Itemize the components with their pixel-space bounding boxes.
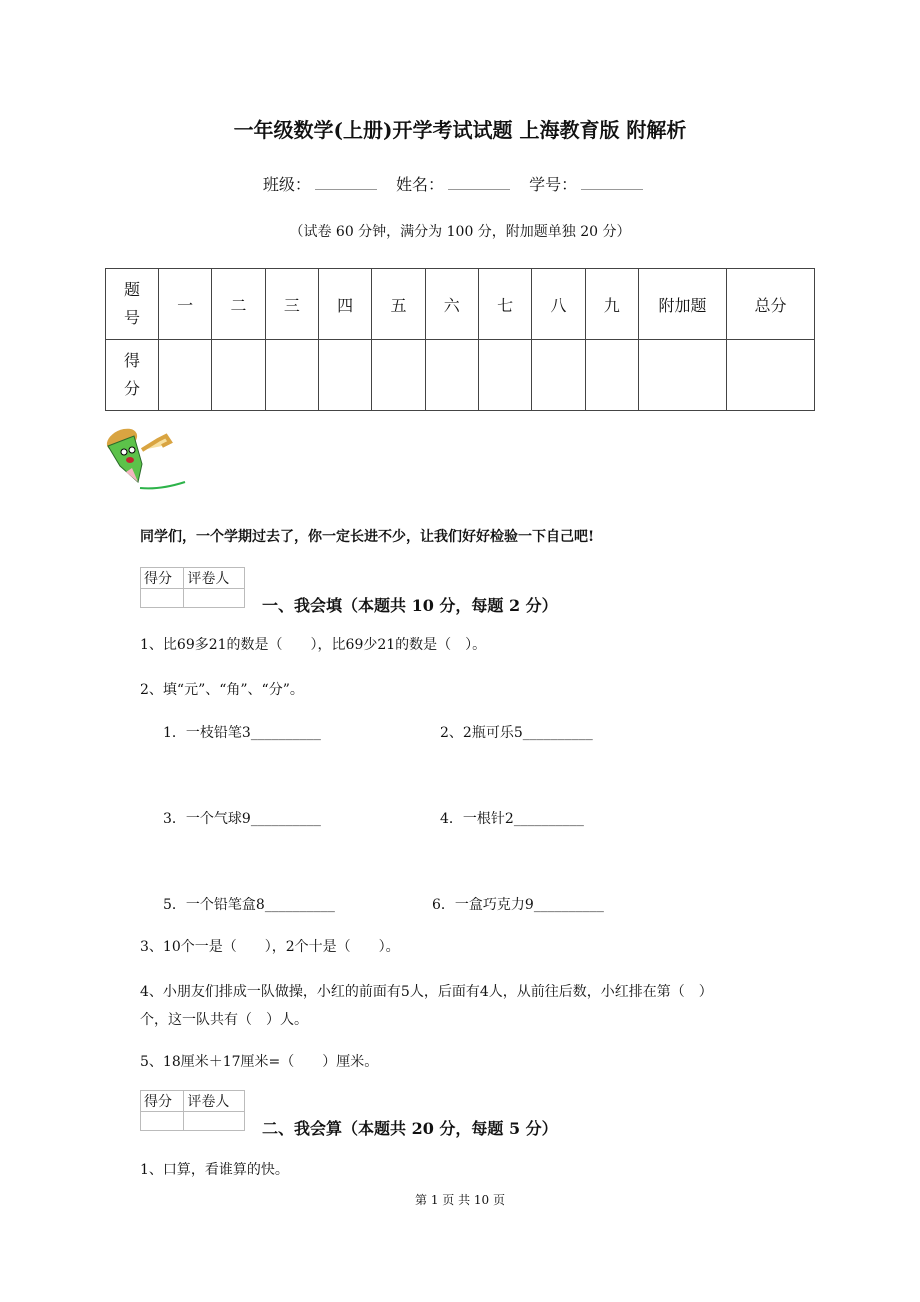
row-label-question <box>106 269 159 340</box>
student-info <box>0 172 920 195</box>
score-cell[interactable] <box>639 340 727 411</box>
score-cell[interactable] <box>532 340 585 411</box>
question-continued: 个，这一队共有（ ）人。 <box>140 1012 308 1028</box>
question: 3、10个一是（ ），2个十是（ ）。 <box>140 939 400 955</box>
score-cell[interactable] <box>318 340 371 411</box>
col-header: 九 <box>585 269 638 340</box>
question: 5、18厘米＋17厘米=（ ）厘米。 <box>140 1054 379 1070</box>
mini-grader-label: 评卷人 <box>184 568 245 589</box>
row-label-text: 得分 <box>124 351 141 398</box>
question: 2、填“元”、“角”、“分”。 <box>140 682 304 698</box>
mini-score-label: 得分 <box>141 1091 184 1112</box>
mini-grader-cell[interactable] <box>184 589 245 608</box>
score-cell[interactable] <box>585 340 638 411</box>
score-cell[interactable] <box>478 340 531 411</box>
section-heading: 二、我会算（本题共 20 分，每题 5 分） <box>262 1119 558 1138</box>
score-cell[interactable] <box>425 340 478 411</box>
col-header: 二 <box>212 269 265 340</box>
col-header: 五 <box>372 269 425 340</box>
section-heading: 一、我会填（本题共 10 分，每题 2 分） <box>262 596 558 615</box>
sub-question: 3．一个气球9__________ <box>163 811 321 827</box>
intro-text: 同学们，一个学期过去了，你一定长进不少，让我们好好检验一下自己吧! <box>140 529 595 545</box>
page-footer: 第 1 页 共 10 页 <box>415 1193 505 1207</box>
sub-question: 6．一盒巧克力9__________ <box>432 897 604 913</box>
mini-score-cell[interactable] <box>141 1112 184 1131</box>
col-header: 八 <box>532 269 585 340</box>
mini-score-label: 得分 <box>141 568 184 589</box>
col-header: 四 <box>318 269 371 340</box>
col-header: 六 <box>425 269 478 340</box>
name-label: 姓名： <box>395 175 444 194</box>
pencil-mascot-icon <box>100 424 190 494</box>
score-table <box>105 268 815 411</box>
sub-question: 1．一枝铅笔3__________ <box>163 725 321 741</box>
col-header: 三 <box>265 269 318 340</box>
exam-note: （试卷 60 分钟，满分为 100 分，附加题单独 20 分） <box>289 224 631 240</box>
score-cell[interactable] <box>212 340 265 411</box>
score-cell[interactable] <box>159 340 212 411</box>
col-header: 总分 <box>727 269 815 340</box>
col-header: 七 <box>478 269 531 340</box>
mini-grader-label: 评卷人 <box>184 1091 245 1112</box>
id-blank[interactable] <box>581 189 643 190</box>
class-blank[interactable] <box>315 189 377 190</box>
sub-question: 4．一根针2__________ <box>440 811 584 827</box>
grader-box <box>140 1090 245 1131</box>
score-cell[interactable] <box>265 340 318 411</box>
mini-grader-cell[interactable] <box>184 1112 245 1131</box>
class-label: 班级： <box>262 175 311 194</box>
id-label: 学号： <box>529 175 578 194</box>
row-label-score <box>106 340 159 411</box>
question: 1、口算，看谁算的快。 <box>140 1162 289 1178</box>
row-label-text: 题号 <box>124 280 141 327</box>
score-cell[interactable] <box>727 340 815 411</box>
page-title: 一年级数学(上册)开学考试试题 上海教育版 附解析 <box>233 118 687 142</box>
col-header: 附加题 <box>639 269 727 340</box>
question: 1、比69多21的数是（ ），比69少21的数是（ ）。 <box>140 637 487 653</box>
mini-score-cell[interactable] <box>141 589 184 608</box>
score-cell[interactable] <box>372 340 425 411</box>
name-blank[interactable] <box>448 189 510 190</box>
col-header: 一 <box>159 269 212 340</box>
question: 4、小朋友们排成一队做操，小红的前面有5人，后面有4人，从前往后数，小红排在第（ ） <box>140 984 713 1000</box>
grader-box <box>140 567 245 608</box>
sub-question: 2、2瓶可乐5__________ <box>440 725 593 741</box>
sub-question: 5．一个铅笔盒8__________ <box>163 897 335 913</box>
